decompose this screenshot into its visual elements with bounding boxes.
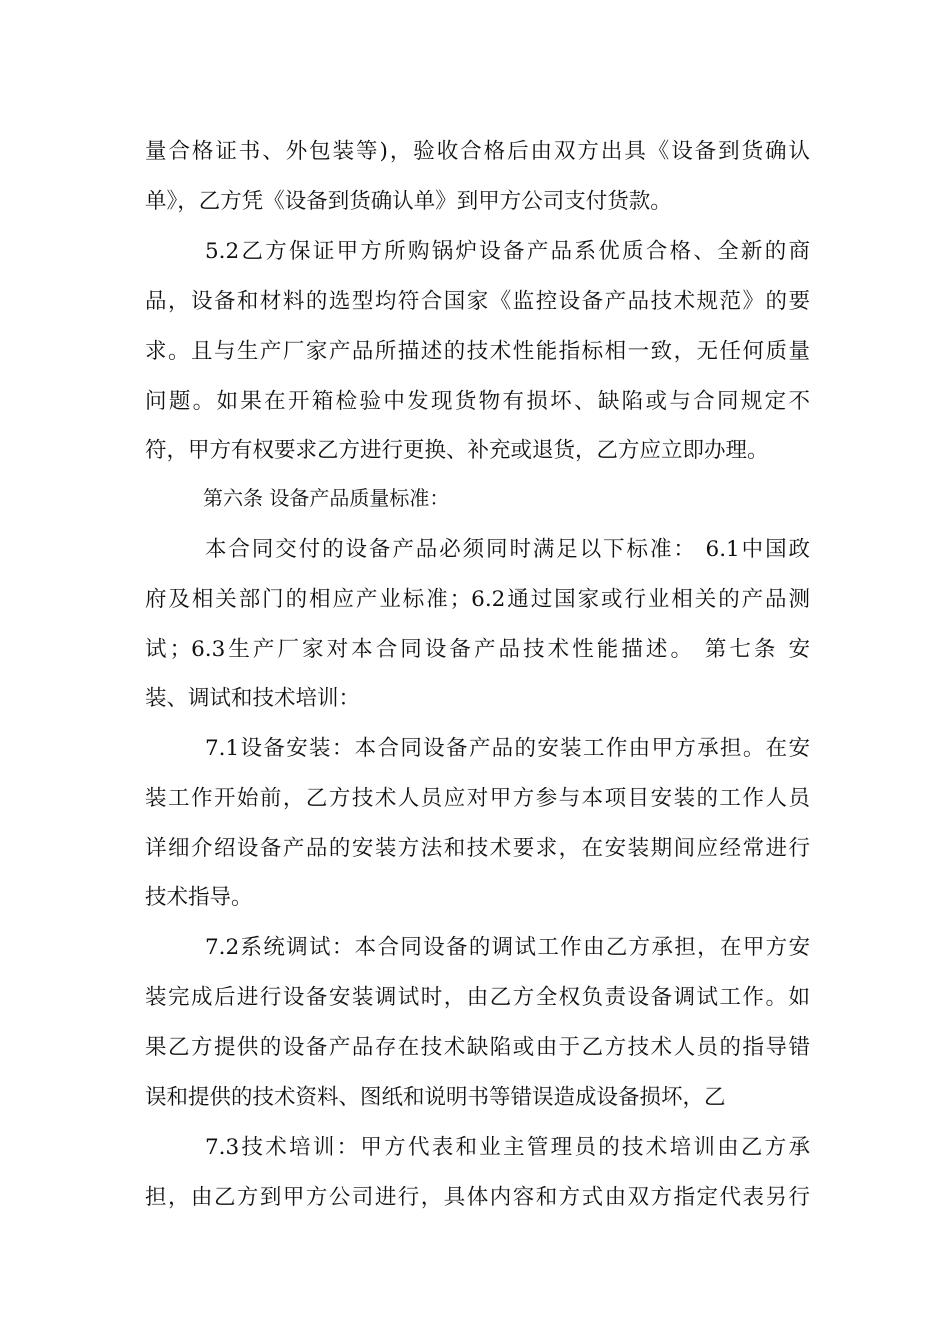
text-line: 装、调试和技术培训： xyxy=(145,686,361,711)
text-line: 试；6.3生产厂家对本合同设备产品技术性能描述。 第七条 安 xyxy=(145,637,810,662)
text-line: 误和提供的技术资料、图纸和说明书等错误造成设备损坏，乙 xyxy=(145,1085,726,1110)
paragraph-start-line: 本合同交付的设备产品必须同时满足以下标准： 6.1中国政 xyxy=(205,537,810,562)
text-line: 担，由乙方到甲方公司进行，具体内容和方式由双方指定代表另行 xyxy=(145,1185,810,1210)
text-line: 品，设备和材料的选型均符合国家《监控设备产品技术规范》的要 xyxy=(145,289,810,314)
text-line: 量合格证书、外包装等)，验收合格后由双方出具《设备到货确认 xyxy=(145,139,810,164)
text-line: 详细介绍设备产品的安装方法和技术要求，在安装期间应经常进行 xyxy=(145,836,810,861)
text-line: 果乙方提供的设备产品存在技术缺陷或由于乙方技术人员的指导错 xyxy=(145,1035,810,1060)
paragraph-start-line: 7.3技术培训：甲方代表和业主管理员的技术培训由乙方承 xyxy=(205,1135,810,1160)
text-line: 装完成后进行设备安装调试时，由乙方全权负责设备调试工作。如 xyxy=(145,985,810,1010)
text-line: 府及相关部门的相应产业标准；6.2通过国家或行业相关的产品测 xyxy=(145,587,810,612)
text-line: 技术指导。 xyxy=(145,885,253,910)
text-line: 求。且与生产厂家产品所描述的技术性能指标相一致，无任何质量 xyxy=(145,339,810,364)
section-heading: 第六条 设备产品质量标准： xyxy=(203,486,450,510)
text-line: 装工作开始前，乙方技术人员应对甲方参与本项目安装的工作人员 xyxy=(145,786,810,811)
paragraph-start-line: 7.1设备安装：本合同设备产品的安装工作由甲方承担。在安 xyxy=(205,736,810,761)
text-line: 单》，乙方凭《设备到货确认单》到甲方公司支付货款。 xyxy=(145,189,672,214)
text-line: 符，甲方有权要求乙方进行更换、补充或退货，乙方应立即办理。 xyxy=(145,438,769,463)
paragraph-start-line: 5.2乙方保证甲方所购锅炉设备产品系优质合格、全新的商 xyxy=(205,239,810,264)
text-line: 问题。如果在开箱检验中发现货物有损坏、缺陷或与合同规定不 xyxy=(145,389,810,414)
paragraph-start-line: 7.2系统调试：本合同设备的调试工作由乙方承担，在甲方安 xyxy=(205,935,810,960)
